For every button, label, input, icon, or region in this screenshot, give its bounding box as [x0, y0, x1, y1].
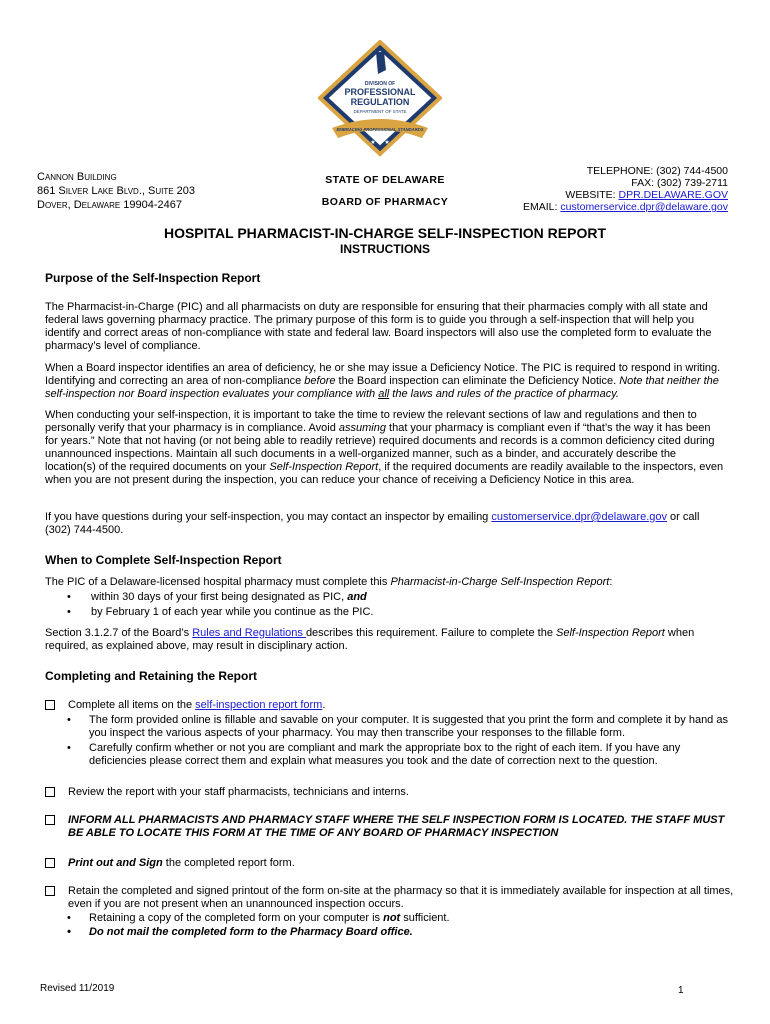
checklist-item-review: Review the report with your staff pharmacists, technicians and interns.: [45, 786, 735, 799]
inquiry-email-link[interactable]: customerservice.dpr@delaware.gov: [491, 511, 667, 523]
address-line1: Cannon Building: [37, 171, 117, 183]
when-paragraph-2: Section 3.1.2.7 of the Board’s Rules and Regulations describes this requirement. Failure to complete the Self-Inspection Report when required, as explained above, may result in disciplinary action.: [45, 627, 695, 652]
fax: FAX: (302) 739-2711: [631, 177, 728, 189]
revision-date: Revised 11/2019: [40, 983, 115, 994]
purpose-heading: Purpose of the Self-Inspection Report: [45, 271, 261, 285]
page-number: 1: [678, 985, 684, 996]
checkbox-inform[interactable]: [45, 815, 55, 825]
completing-heading: Completing and Retaining the Report: [45, 669, 257, 683]
checkbox-retain[interactable]: [45, 886, 55, 896]
logo-ribbon: EMBRACING PROFESSIONAL STANDARDS: [336, 127, 424, 132]
contact-info: [523, 165, 728, 213]
division-logo: [318, 40, 442, 160]
purpose-paragraph-4: If you have questions during your self-inspection, you may contact an inspector by emailing customerservice.dpr@delaware.gov or call (302) 744-4500.: [45, 511, 700, 536]
purpose-paragraph-2: When a Board inspector identifies an area of deficiency, he or she may issue a Deficiency Notice. The PIC is required to respond in writing. Identifying and correcting an area of non-compliance before the Board inspection can eliminate the Deficiency Notice. Note that neither the self-inspection nor Board inspection evaluates your compliance with all the laws and rules of the practice of pharmacy.: [45, 362, 721, 400]
sub-bullet-computer-copy: • Retaining a copy of the completed form on your computer is not sufficient.: [45, 911, 735, 925]
report-form-link[interactable]: self-inspection report form: [195, 699, 323, 711]
sub-bullet-do-not-mail: • Do not mail the completed form to the Pharmacy Board office.: [45, 925, 735, 939]
checklist-item-retain: Retain the completed and signed printout of the form on-site at the pharmacy so that it is immediately available for inspection at all times, even if you are not present when an unannounced inspection occurs. • Retaining a copy of the completed form on your computer is not sufficient. • Do not mail the completed form to the Pharmacy Board office.: [45, 885, 735, 939]
telephone: TELEPHONE: (302) 744-4500: [586, 165, 728, 177]
when-heading: When to Complete Self-Inspection Report: [45, 553, 282, 567]
logo-line4: DEPARTMENT OF STATE: [353, 109, 407, 114]
checkbox-review[interactable]: [45, 787, 55, 797]
logo-line2: PROFESSIONAL: [344, 87, 416, 97]
when-paragraph-1: The PIC of a Delaware-licensed hospital pharmacy must complete this Pharmacist-in-Charge Self-Inspection Report:: [45, 576, 613, 588]
logo-line1: DIVISION OF: [364, 81, 396, 87]
website-link[interactable]: DPR.DELAWARE.GOV: [618, 189, 728, 201]
purpose-paragraph-1: The Pharmacist-in-Charge (PIC) and all pharmacists on duty are responsible for ensuring that their pharmacies comply with all state and federal laws governing pharmacy practice. The primary purpose of this form is to guide you through a self-inspection that will help you identify and correct areas of non-compliance with state and federal law. Board inspectors will also use the completed form to evaluate the pharmacy’s level of compliance.: [45, 301, 712, 352]
sub-bullet-fillable: • The form provided online is fillable and savable on your computer. It is suggested that you print the form and complete it by hand as you inspect the various aspects of your pharmacy. You may then transcribe your responses to the fillable form.: [45, 714, 735, 740]
address-line2: 861 Silver Lake Blvd., Suite 203: [37, 185, 195, 197]
rules-regulations-link[interactable]: Rules and Regulations: [192, 627, 306, 639]
checklist-item-sign: Print out and Sign the completed report form.: [45, 857, 735, 870]
report-subtitle: INSTRUCTIONS: [340, 242, 430, 256]
email-label: EMAIL:: [522, 201, 561, 213]
office-address: [37, 170, 195, 212]
checklist-item-complete: Complete all items on the self-inspection report form. • The form provided online is fillable and savable on your computer. It is suggested that you print the form and complete it by hand as you inspect the various aspects of your pharmacy. You may then transcribe your responses to the fillable form. • Carefully confirm whether or not you are compliant and mark the appropriate box to the right of each item. If you have any deficiencies please correct them and explain what measures you took and the date of correction next to the question.: [45, 699, 735, 768]
purpose-paragraph-3: When conducting your self-inspection, it is important to take the time to review the relevant sections of law and regulations and then to personally verify that your pharmacy is in compliance. Avoid assuming that your pharmacy is compliant even if “that’s the way it has been for years.” Note that not having (or not being able to readily retrieve) required documents and records is a common deficiency cited during unannounced inspections. Maintain all such documents in a well-organized manner, such as a binder, and accurately describe the location(s) of the required documents on your Self-Inspection Report, if the required documents are readily available to the inspectors, even when you are not present during the inspection, you can reduce your chance of receiving a Deficiency Notice in this area.: [45, 409, 724, 486]
board-name: BOARD OF PHARMACY: [321, 196, 449, 208]
email-link[interactable]: customerservice.dpr@delaware.gov: [560, 201, 728, 213]
checklist-item-inform: INFORM ALL PHARMACISTS AND PHARMACY STAFF WHERE THE SELF INSPECTION FORM IS LOCATED. THE STAFF MUST BE ABLE TO LOCATE THIS FORM AT THE TIME OF ANY BOARD OF PHARMACY INSPECTION: [45, 814, 735, 840]
agency-header: [300, 174, 470, 218]
bullet-30-days: • within 30 days of your first being designated as PIC, and: [45, 590, 725, 605]
checkbox-sign[interactable]: [45, 858, 55, 868]
sub-bullet-confirm: • Carefully confirm whether or not you are compliant and mark the appropriate box to the right of each item. If you have any deficiencies please correct them and explain what measures you took and the date of correction next to the question.: [45, 742, 735, 768]
checkbox-complete[interactable]: [45, 700, 55, 710]
bullet-feb-1: • by February 1 of each year while you continue as the PIC.: [45, 605, 725, 620]
state-name: STATE OF DELAWARE: [325, 174, 445, 186]
logo-line3: REGULATION: [350, 97, 410, 107]
report-title: HOSPITAL PHARMACIST-IN-CHARGE SELF-INSPECTION REPORT: [163, 225, 607, 241]
when-bullets: [45, 590, 725, 620]
address-line3: Dover, Delaware 19904-2467: [37, 199, 182, 211]
svg-text:★ ★ ★: ★ ★ ★: [370, 140, 390, 146]
website-label: WEBSITE:: [565, 189, 619, 201]
